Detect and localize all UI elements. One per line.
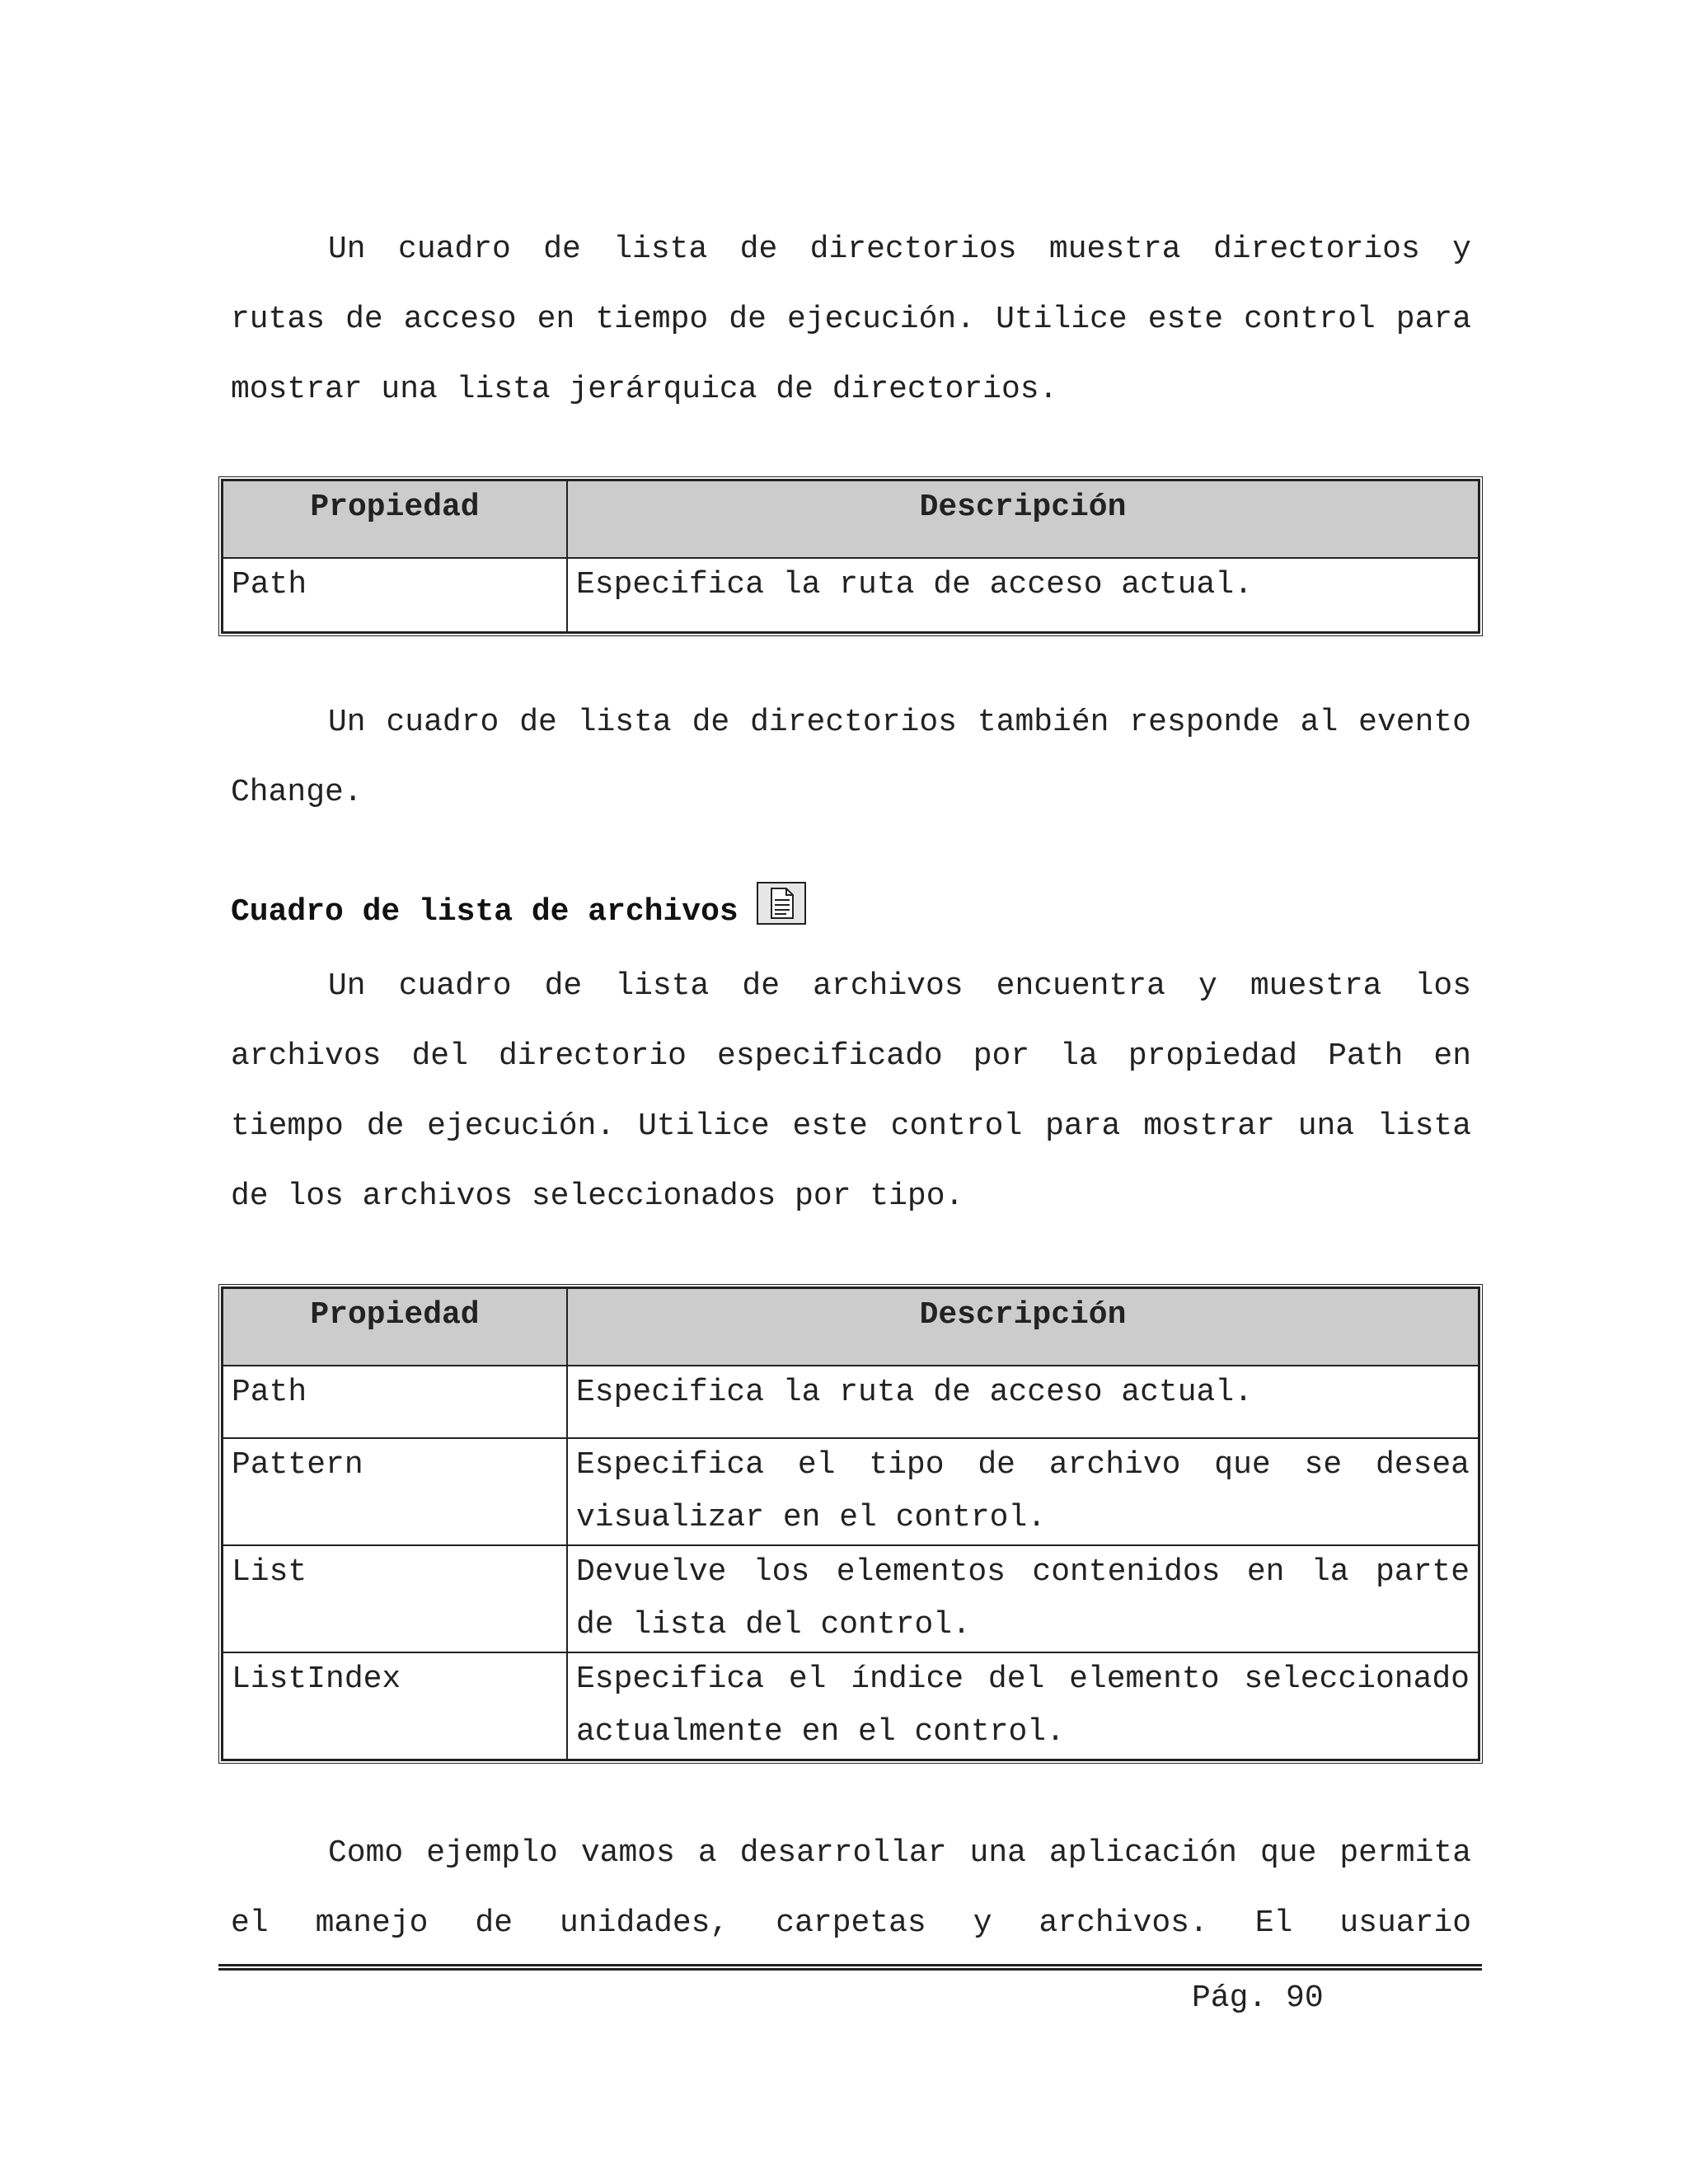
- section-heading: [231, 890, 806, 933]
- paragraph-example-intro: [231, 1818, 1471, 1958]
- property-name-cell: Path: [223, 1366, 567, 1438]
- table-row: [223, 558, 1479, 632]
- property-name-cell: ListIndex: [223, 1652, 567, 1760]
- property-description-cell: Especifica la ruta de acceso actual.: [567, 558, 1479, 632]
- paragraph-change-event: [231, 687, 1471, 827]
- file-list-icon: [757, 882, 806, 925]
- property-description-cell: Devuelve los elementos contenidos en la parte de lista del control.: [567, 1545, 1479, 1652]
- property-description-cell: Especifica el tipo de archivo que se desea visualizar en el control.: [567, 1438, 1479, 1545]
- section-heading-text: Cuadro de lista de archivos: [231, 893, 738, 930]
- table-row: [223, 1366, 1479, 1438]
- properties-table-directory-list: [218, 476, 1483, 636]
- column-header-property: Propiedad: [223, 480, 567, 558]
- footer-divider: [218, 1964, 1482, 1971]
- page-number: Pág. 90: [1192, 1980, 1324, 2016]
- property-name-cell: Path: [223, 558, 567, 632]
- properties-table-file-list: [218, 1284, 1483, 1764]
- table-row: [223, 1652, 1479, 1760]
- property-description-cell: Especifica la ruta de acceso actual.: [567, 1366, 1479, 1438]
- paragraph-text: Un cuadro de lista de archivos encuentra y muestra los archivos del directorio especificado por la propiedad Path en tiempo de ejecución. Utilice este control para mostrar una lista de los archivos seleccionados por tipo.: [231, 968, 1471, 1214]
- column-header-description: Descripción: [567, 1288, 1479, 1366]
- paragraph-text: Un cuadro de lista de directorios muestra directorios y rutas de acceso en tiempo de ejecución. Utilice este control para mostrar una lista jerárquica de directorios.: [231, 232, 1471, 407]
- property-name-cell: List: [223, 1545, 567, 1652]
- paragraph-intro-file-list: [231, 951, 1471, 1231]
- paragraph-text: Como ejemplo vamos a desarrollar una aplicación que permita el manejo de unidades, carpetas y archivos. El usuario: [231, 1835, 1471, 1941]
- property-description-cell: Especifica el índice del elemento seleccionado actualmente en el control.: [567, 1652, 1479, 1760]
- property-name-cell: Pattern: [223, 1438, 567, 1545]
- paragraph-text: Un cuadro de lista de directorios también responde al evento Change.: [231, 705, 1471, 810]
- paragraph-intro-directory-list: [231, 214, 1471, 424]
- column-header-description: Descripción: [567, 480, 1479, 558]
- table-row: [223, 1545, 1479, 1652]
- table-header-row: [223, 1288, 1479, 1366]
- column-header-property: Propiedad: [223, 1288, 567, 1366]
- table-header-row: [223, 480, 1479, 558]
- table-row: [223, 1438, 1479, 1545]
